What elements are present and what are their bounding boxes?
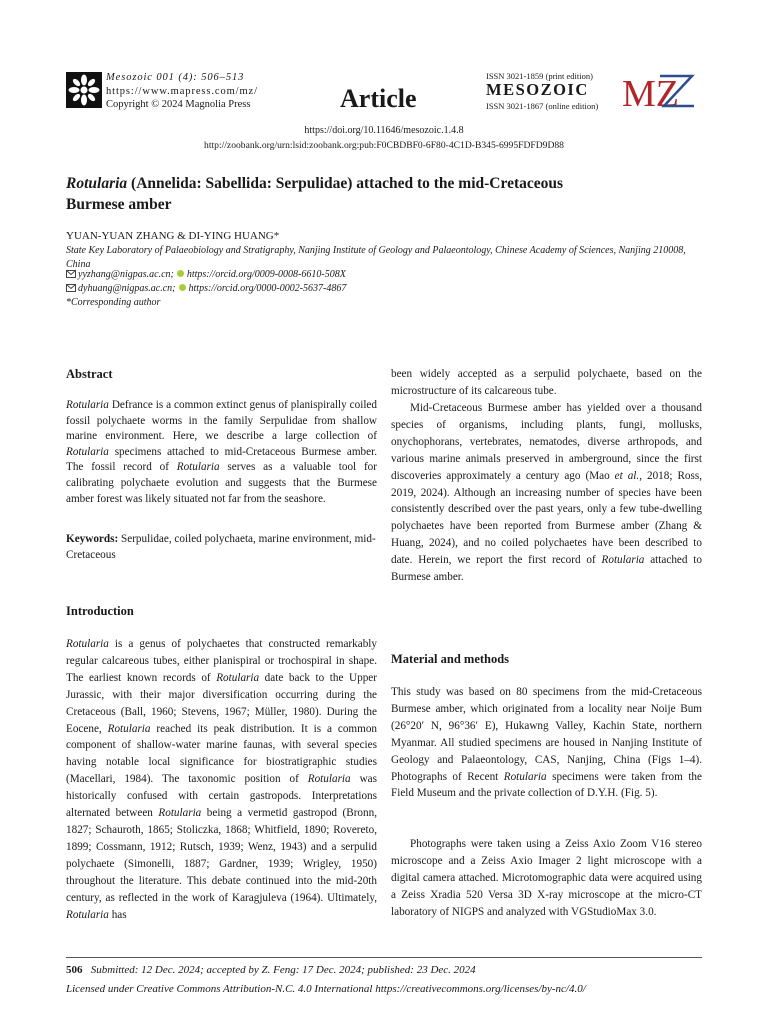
introduction-heading: Introduction [66, 604, 134, 618]
article-label: Article [340, 84, 417, 113]
email-link[interactable]: dyhuang@nigpas.ac.cn; [78, 283, 176, 294]
title-genus: Rotularia [66, 175, 128, 192]
orcid-link[interactable]: https://orcid.org/0000-0002-5637-4867 [188, 283, 347, 294]
affiliation: State Key Laboratory of Palaeobiology and Stratigraphy, Nanjing Institute of Geology and Palaeontology, Chinese Academy of Sciences, Nanjing 210008, China [66, 245, 686, 270]
license-text: Licensed under Creative Commons Attribution-N.C. 4.0 International https://creativecommons.org/licenses/by-nc/4.0/ [66, 983, 586, 995]
orcid-link[interactable]: https://orcid.org/0009-0008-6610-508X [186, 269, 346, 280]
journal-name: MESOZOIC [486, 80, 589, 99]
journal-info [106, 71, 258, 112]
title-line1: (Annelida: Sabellida: Serpulidae) attached to the mid-Cretaceous [127, 175, 564, 192]
email-link[interactable]: yyzhang@nigpas.ac.cn; [78, 269, 174, 280]
keywords-list: Serpulidae, coiled polychaeta, marine environment, mid-Cretaceous [66, 533, 376, 561]
methods-heading: Material and methods [391, 652, 510, 666]
copyright: Copyright © 2024 Magnolia Press [106, 99, 251, 110]
magnolia-logo-icon [66, 72, 102, 108]
paper-title [66, 173, 706, 215]
introduction-paragraph-continued: been widely accepted as a serpulid polychaete, based on the microstructure of its calcareous tube. [391, 368, 702, 397]
journal-issue: Mesozoic 001 (4): 506–513 [106, 72, 245, 83]
doi-link[interactable]: https://doi.org/10.11646/mesozoic.1.4.8 [304, 125, 464, 136]
methods-paragraph: Photographs were taken using a Zeiss Axio Zoom V16 stereo microscope and a Zeiss Axio Imager 2 light microscope with a digital camera attached. Microtomographic data were acquired using a Zeiss Xradia 520 Versa 3D X-ray microscope at the micro-CT laboratory of NIGPS and analyzed with VGStudioMax 3.0. [391, 838, 702, 918]
footer-divider [66, 957, 702, 958]
introduction-paragraph: Rotularia is a genus of polychaetes that constructed remarkably regular calcareous tubes, either planispiral or trochospiral in shape. The earliest known records of Rotularia date back to the Upper Jurassic, with their major diversification occurring during the Cretaceous (Ball, 1960; Stevens, 1967; Müller, 1980). During the Eocene, Rotularia reached its peak distribution. It is a common component of shallow-water marine faunas, with several species having notable local significance for biostratigraphic studies (Macellari, 1984). The taxonomic position of Rotularia was historically confused with certain gastropods. Interpretations alternated between Rotularia being a vermetid gastropod (Bronn, 1827; Schauroth, 1865; Stoliczka, 1868; Whitfield, 1890; Rovereto, 1899; Cossmann, 1912; Rutsch, 1939; Wenz, 1943) and a serpulid polychaete (Simonelli, 1887; Gardner, 1939; Wrigley, 1950) throughout the literature. This debate continued into the mid-20th century, as reflected in the work of Karagjuleva (1964). Ultimately, Rotularia has [66, 638, 378, 921]
title-line2: Burmese amber [66, 196, 172, 213]
introduction-paragraph: Mid-Cretaceous Burmese amber has yielded over a thousand species of organisms, including plants, fungi, mollusks, onychophorans, vertebrates, nematodes, diverse arthropods, and various marine animals preserved in amberground, since the first discoveries approximately a century ago (Mao et al., 2018; Ross, 2019, 2024). Although an increasing number of species have been consistently described over the past years, only a few tube-dwelling polychaetes have been reported from Burmese amber (Zhang & Huang, 2024), and no coiled polychaetes have been described to date. Herein, we report the first record of Rotularia attached to Burmese amber. [391, 402, 703, 584]
mz-logo-m: MZ [622, 73, 679, 110]
submission-dates: Submitted: 12 Dec. 2024; accepted by Z. Feng: 17 Dec. 2024; published: 23 Dec. 2024 [90, 964, 476, 976]
issn-print: ISSN 3021-1859 (print edition) [486, 71, 593, 81]
abstract-text: Rotularia Defrance is a common extinct genus of planispirally coiled fossil polychaete worms in the family Serpulidae from shallow marine environment. Here, we describe a large collection of Rotularia specimens attached to mid-Cretaceous Burmese amber. The fossil record of Rotularia serves as a valuable tool for calibrating polychaete evolution and suggests that the Burmese amber forest was likely situated not far from the seashore. [66, 399, 378, 505]
issn-online: ISSN 3021-1867 (online edition) [486, 101, 599, 111]
contact-row [66, 283, 346, 294]
methods-paragraph: This study was based on 80 specimens from the mid-Cretaceous Burmese amber, which originated from a locality near Noije Bum (26°20′ N, 96°36′ E), Hukawng Valley, Kachin State, northern Myanmar. All studied specimens are housed in Nanjing Institute of Geology and Palaeontology, CAS, Nanjing, China (Figs 1–4). Photographs of Recent Rotularia specimens were taken from the Field Museum and the private collection of D.Y.H. (Fig. 5). [391, 686, 702, 800]
journal-url[interactable]: https://www.mapress.com/mz/ [106, 85, 258, 97]
keywords [66, 532, 377, 563]
mail-icon [66, 284, 76, 292]
keywords-label: Keywords: [66, 533, 119, 545]
mz-logo-icon [620, 72, 696, 110]
zoobank-link[interactable]: http://zoobank.org/urn:lsid:zoobank.org:pub:F0CBDBF0-6F80-4C1D-B345-6995FDFD9D88 [204, 140, 564, 151]
page-number: 506 [66, 964, 83, 976]
mail-icon [66, 270, 76, 278]
corresponding-note: *Corresponding author [66, 297, 161, 308]
orcid-icon [177, 270, 184, 277]
contact-row [66, 269, 346, 280]
footer-line [66, 964, 476, 976]
orcid-icon [179, 284, 186, 291]
abstract-heading: Abstract [66, 367, 113, 381]
authors: YUAN-YUAN ZHANG & DI-YING HUANG* [66, 230, 280, 242]
